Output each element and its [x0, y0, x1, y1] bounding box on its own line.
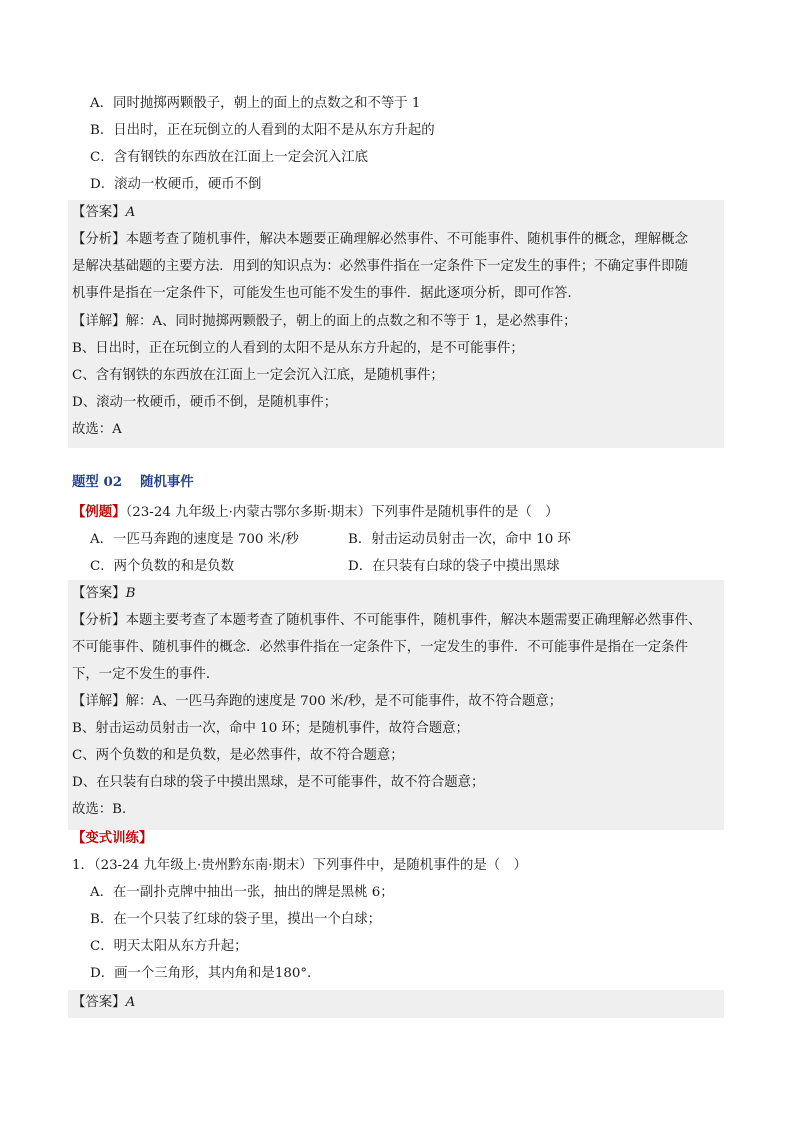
practice-option-c: C．明天太阳从东方升起；	[90, 939, 248, 954]
detail-line-1: 【详解】解：A、同时抛掷两颗骰子，朝上的面上的点数之和不等于 1，是必然事件；	[72, 314, 577, 329]
example-detail-2: B、射击运动员射击一次，命中 10 环；是随机事件，故符合题意；	[72, 721, 469, 736]
detail-line-5: 故选：A	[72, 422, 122, 437]
section-heading	[72, 472, 194, 492]
solution-box-3	[68, 990, 724, 1018]
analysis-tag: 【分析】	[72, 232, 126, 247]
example-detail-5: 故选：B．	[72, 802, 136, 817]
example-option-b: B．射击运动员射击一次，命中 10 环	[348, 532, 571, 547]
example-answer-value: B	[125, 586, 136, 601]
detail-line-4: D、滚动一枚硬币，硬币不倒，是随机事件；	[72, 395, 338, 410]
answer-line	[72, 204, 135, 222]
example-option-a: A．一匹马奔跑的速度是 700 米/秒	[90, 532, 299, 547]
option-a: A．同时抛掷两颗骰子，朝上的面上的点数之和不等于 1	[90, 96, 421, 111]
option-d: D．滚动一枚硬币，硬币不倒	[90, 177, 262, 192]
section-title: 随机事件	[140, 474, 194, 490]
example-analysis-3: 下，一定不发生的事件．	[72, 667, 220, 682]
practice-option-d: D．画一个三角形，其内角和是180°．	[90, 966, 321, 981]
practice-answer-value: A	[125, 995, 136, 1010]
option-b: B．日出时，正在玩倒立的人看到的太阳不是从东方升起的	[90, 123, 435, 138]
practice-option-a: A．在一副扑克牌中抽出一张，抽出的牌是黑桃 6；	[90, 885, 394, 900]
answer-value: A	[125, 205, 136, 220]
answer-tag: 【答案】	[72, 205, 126, 220]
detail-tag: 【详解】	[72, 314, 126, 329]
example-question: 【例题】（23-24 九年级上·内蒙古鄂尔多斯·期末）下列事件是随机事件的是（ ）	[72, 504, 559, 520]
example-option-d: D．在只装有白球的袋子中摸出黑球	[348, 559, 560, 574]
practice-answer-line: 【答案】A	[72, 995, 136, 1010]
practice-option-b: B．在一个只装了红球的袋子里，摸出一个白球；	[90, 912, 382, 927]
detail-line-3: C、含有钢铁的东西放在江面上一定会沉入江底，是随机事件；	[72, 368, 444, 383]
option-c: C．含有钢铁的东西放在江面上一定会沉入江底	[90, 150, 369, 165]
example-tag: 【例题】	[72, 504, 126, 520]
section-label: 题型 02	[72, 474, 123, 490]
example-analysis-2: 不可能事件、随机事件的概念．必然事件指在一定条件下，一定发生的事件．不可能事件是指在一定条件	[72, 640, 688, 655]
example-detail-1: 【详解】解：A、一匹马奔跑的速度是 700 米/秒，是不可能事件，故不符合题意；	[72, 694, 563, 709]
analysis-line-3: 机事件是指在一定条件下，可能发生也可能不发生的事件．据此逐项分析，即可作答．	[72, 286, 581, 301]
practice-question: 1．（23-24 九年级上·贵州黔东南·期末）下列事件中，是随机事件的是（ ）	[72, 858, 527, 873]
example-option-c: C．两个负数的和是负数	[90, 559, 235, 574]
detail-line-2: B、日出时，正在玩倒立的人看到的太阳不是从东方升起的，是不可能事件；	[72, 341, 524, 356]
analysis-line-1: 【分析】本题考查了随机事件，解决本题要正确理解必然事件、不可能事件、随机事件的概念，理解概念	[72, 232, 688, 247]
analysis-line-2: 是解决基础题的主要方法．用到的知识点为：必然事件指在一定条件下一定发生的事件；不确定事件即随	[72, 259, 688, 274]
example-detail-3: C、两个负数的和是负数，是必然事件，故不符合题意；	[72, 748, 404, 763]
example-detail-4: D、在只装有白球的袋子中摸出黑球，是不可能事件，故不符合题意；	[72, 775, 485, 790]
example-answer-line: 【答案】B	[72, 586, 136, 601]
example-analysis-1: 【分析】本题主要考查了本题考查了随机事件、不可能事件，随机事件，解决本题需要正确理解必然事件、	[72, 613, 702, 628]
practice-tag: 【变式训练】	[72, 830, 153, 846]
